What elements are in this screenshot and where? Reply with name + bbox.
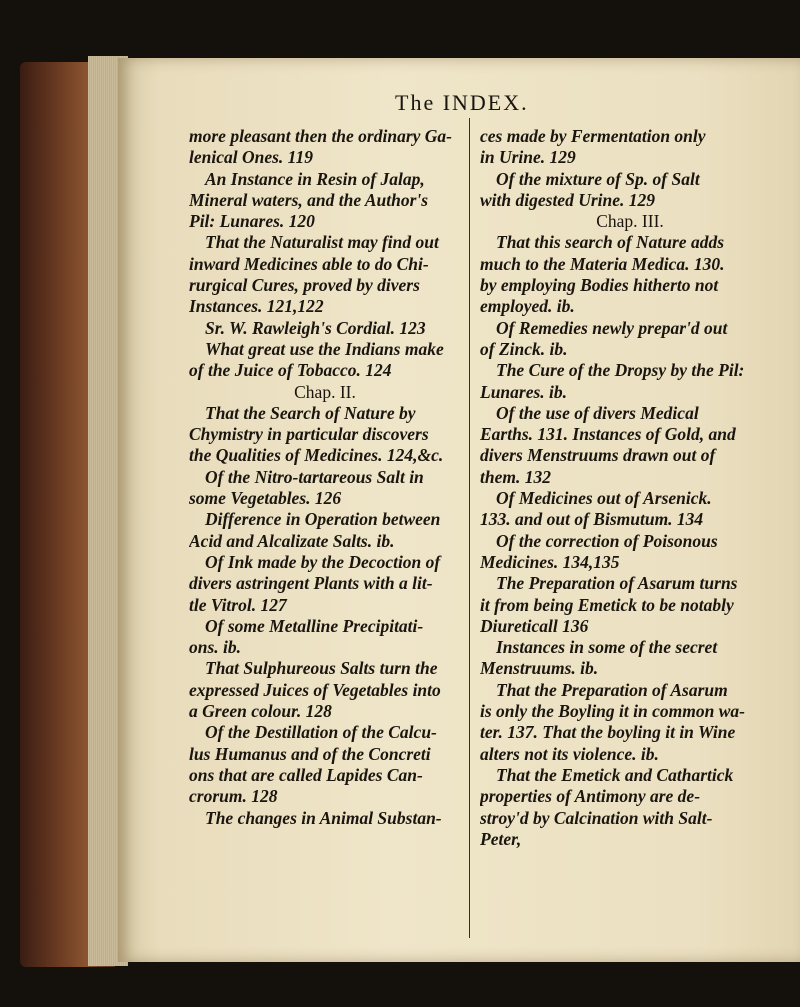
index-line: Mineral waters, and the Author's bbox=[189, 189, 429, 210]
index-line: Of the Destillation of the Calcu- bbox=[205, 722, 437, 743]
index-line: Of the mixture of Sp. of Salt bbox=[496, 168, 700, 189]
index-line: employed. ib. bbox=[480, 296, 575, 317]
index-line: of Zinck. ib. bbox=[480, 338, 568, 359]
column-divider bbox=[469, 118, 470, 938]
index-line: Earths. 131. Instances of Gold, and bbox=[480, 424, 736, 445]
index-line: ons that are called Lapides Can- bbox=[189, 764, 423, 785]
index-line: Instances. 121,122 bbox=[189, 296, 324, 317]
index-line: divers Menstruums drawn out of bbox=[480, 445, 716, 466]
index-line: ons. ib. bbox=[189, 637, 242, 658]
index-line: That the Emetick and Cathartick bbox=[496, 764, 734, 785]
index-line: That this search of Nature adds bbox=[496, 232, 725, 253]
index-line: That the Search of Nature by bbox=[205, 402, 416, 423]
index-line: them. 132 bbox=[480, 466, 551, 487]
index-line: stroy'd by Calcination with Salt- bbox=[480, 807, 713, 828]
index-line: ter. 137. That the boyling it in Wine bbox=[480, 722, 736, 743]
index-line: Chap. II. bbox=[294, 381, 356, 402]
index-line: with digested Urine. 129 bbox=[480, 189, 656, 210]
index-line: The changes in Animal Substan- bbox=[205, 807, 442, 828]
index-line: Sr. W. Rawleigh's Cordial. 123 bbox=[205, 317, 426, 338]
index-line: a Green colour. 128 bbox=[189, 701, 332, 722]
index-line: more pleasant then the ordinary Ga- bbox=[189, 126, 453, 146]
index-line: divers astringent Plants with a lit- bbox=[189, 573, 433, 594]
index-line: much to the Materia Medica. 130. bbox=[480, 253, 725, 274]
index-line: Difference in Operation between bbox=[205, 509, 441, 530]
index-line: some Vegetables. 126 bbox=[189, 488, 342, 509]
index-line: it from being Emetick to be notably bbox=[480, 594, 734, 615]
index-line: Of Remedies newly prepar'd out bbox=[496, 317, 728, 338]
index-line: Of some Metalline Precipitati- bbox=[205, 615, 424, 636]
index-line: 133. and out of Bismutum. 134 bbox=[480, 509, 704, 530]
index-line: An Instance in Resin of Jalap, bbox=[205, 168, 425, 189]
index-line: That the Preparation of Asarum bbox=[496, 679, 728, 700]
index-line: ces made by Fermentation only bbox=[480, 126, 706, 146]
index-line: crorum. 128 bbox=[189, 786, 278, 807]
page-header: The INDEX. bbox=[395, 90, 529, 115]
index-line: The Cure of the Dropsy by the Pil: bbox=[496, 360, 745, 381]
index-line: Instances in some of the secret bbox=[496, 637, 718, 658]
index-line: by employing Bodies hitherto not bbox=[480, 275, 719, 296]
index-line: Lunares. ib. bbox=[480, 381, 568, 402]
index-line: Pil: Lunares. 120 bbox=[189, 211, 315, 232]
index-line: Medicines. 134,135 bbox=[480, 551, 620, 572]
index-line: of the Juice of Tobacco. 124 bbox=[189, 360, 392, 381]
left-column bbox=[189, 126, 461, 829]
index-line: properties of Antimony are de- bbox=[480, 786, 701, 807]
index-line: expressed Juices of Vegetables into bbox=[189, 679, 441, 700]
index-line: is only the Boyling it in common wa- bbox=[480, 701, 745, 722]
index-line: inward Medicines able to do Chi- bbox=[189, 253, 429, 274]
index-line: Peter, bbox=[480, 828, 522, 849]
index-line: The Preparation of Asarum turns bbox=[496, 573, 738, 594]
index-line: What great use the Indians make bbox=[205, 338, 444, 359]
index-line: Of the use of divers Medical bbox=[496, 402, 699, 423]
index-line: Diureticall 136 bbox=[480, 615, 589, 636]
index-line: tle Vitrol. 127 bbox=[189, 594, 287, 615]
index-line: Of Ink made by the Decoction of bbox=[205, 551, 441, 572]
index-line: Of the Nitro-tartareous Salt in bbox=[205, 466, 424, 487]
index-line: That Sulphureous Salts turn the bbox=[205, 658, 438, 679]
index-line: That the Naturalist may find out bbox=[205, 232, 439, 253]
index-line: Acid and Alcalizate Salts. ib. bbox=[189, 530, 395, 551]
index-line: in Urine. 129 bbox=[480, 147, 576, 168]
index-line: Of Medicines out of Arsenick. bbox=[496, 488, 712, 509]
index-line: rurgical Cures, proved by divers bbox=[189, 275, 420, 296]
index-line: Of the correction of Poisonous bbox=[496, 530, 718, 551]
right-column bbox=[480, 126, 780, 850]
index-line: Chymistry in particular discovers bbox=[189, 424, 429, 445]
index-line: the Qualities of Medicines. 124,&c. bbox=[189, 445, 444, 466]
index-line: Chap. III. bbox=[596, 211, 664, 232]
index-line: Menstruums. ib. bbox=[480, 658, 599, 679]
index-line: alters not its violence. ib. bbox=[480, 743, 659, 764]
index-line: lenical Ones. 119 bbox=[189, 147, 313, 168]
index-line: lus Humanus and of the Concreti bbox=[189, 743, 431, 764]
